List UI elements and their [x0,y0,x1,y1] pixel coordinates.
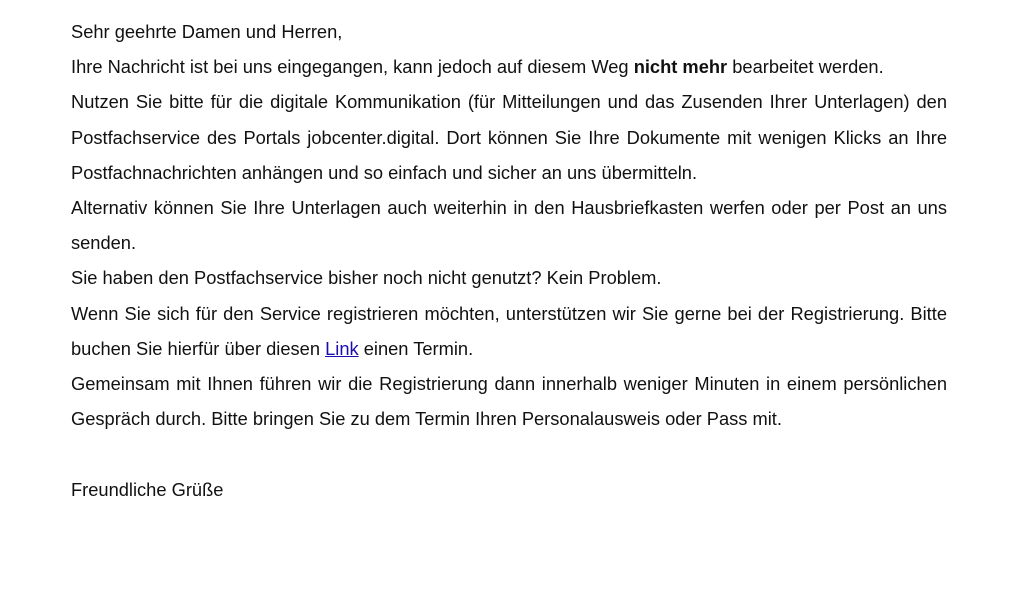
closing: Freundliche Grüße [71,478,224,500]
paragraph-text: bearbeitet werden. [732,56,884,78]
bold-emphasis: nicht mehr [633,56,728,78]
paragraph-text: Ihre Nachricht ist bei uns eingegangen, kann jedoch auf diesem Weg [71,56,629,78]
letter-text [71,14,947,507]
paragraph-alternative: Alternativ können Sie Ihre Unterlagen auch weiterhin in den Hausbriefkasten werfen oder per Post an uns senden. [71,197,947,254]
paragraph-registration-details: Gemeinsam mit Ihnen führen wir die Registrierung dann innerhalb weniger Minuten in einem persönlichen Gespräch durch. Bitte bringen Sie zu dem Termin Ihren Personalausweis oder Pass mit. [71,373,947,430]
paragraph-not-used-yet: Sie haben den Postfachservice bisher noch nicht genutzt? Kein Problem. [71,267,662,289]
blank-line [71,436,947,471]
paragraph-digital-communication: Nutzen Sie bitte für die digitale Kommunikation (für Mitteilungen und das Zusenden Ihrer Unterlagen) den Postfachservice des Portals jobcenter.digital. Dort können Sie Ihre Dokumente mit wenigen Klicks an Ihre Postfachnachrichten anhängen und so einfach und sicher an uns übermitteln. [71,91,947,183]
paragraph-text: einen Termin. [363,337,474,359]
salutation: Sehr geehrte Damen und Herren, [71,21,343,42]
paragraph-registration [71,296,947,366]
appointment-link[interactable]: Link [325,337,359,359]
paragraph-message-received [71,49,947,84]
paragraph-text: Wenn Sie sich für den Service registrieren möchten, unterstützen wir Sie gerne bei der Registrierung. Bitte buchen Sie hierfür über diesen [71,302,947,359]
